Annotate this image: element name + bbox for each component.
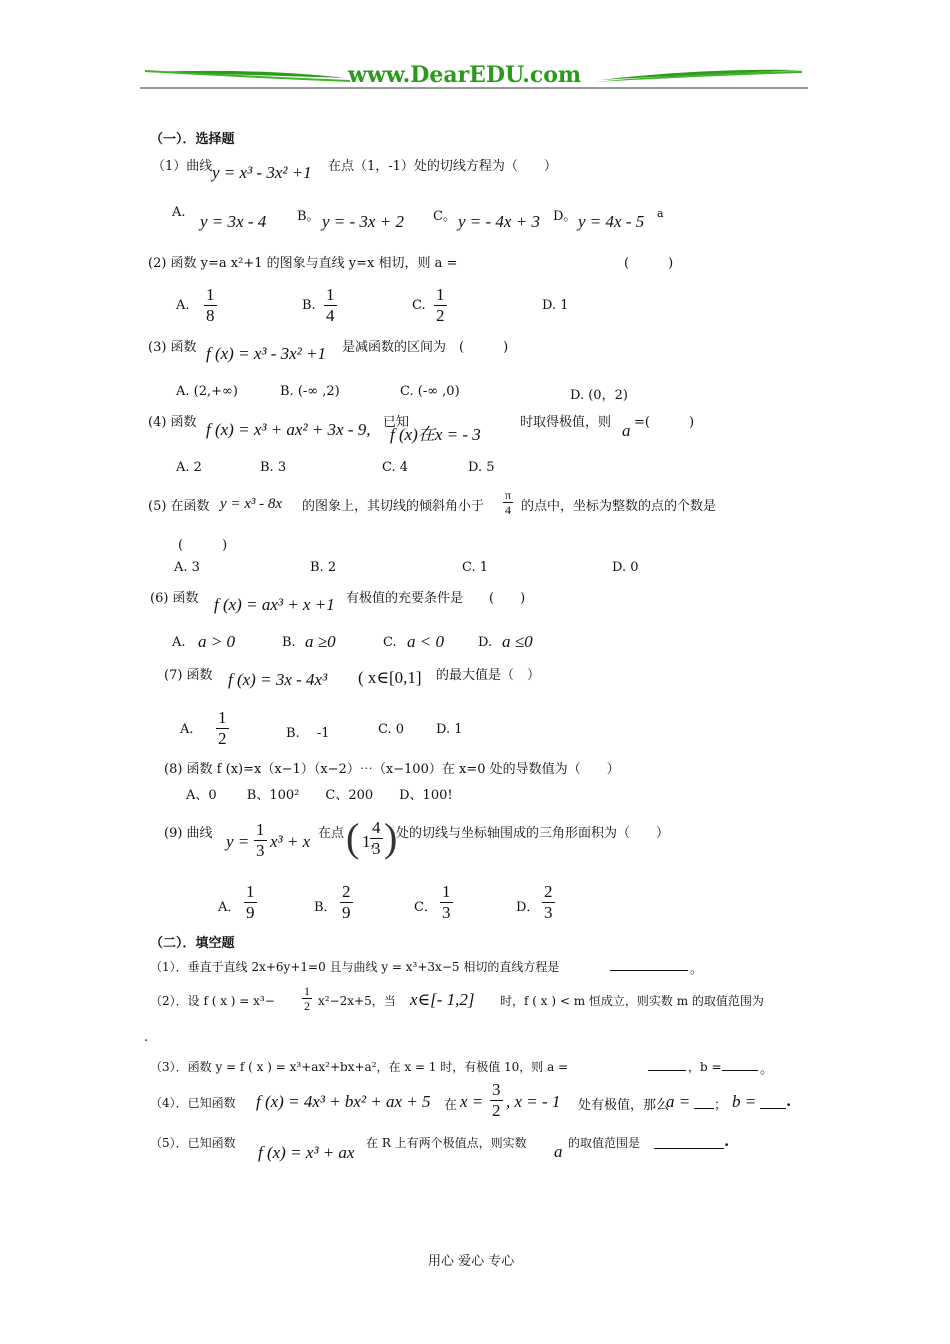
q1-option-d-label: D。 [553, 209, 577, 224]
f5-suffix2: 的取值范围是 [568, 1136, 641, 1150]
q5-mid: 的图象上，其切线的倾斜角小于 [302, 499, 485, 514]
f5-suffix: 在 R 上有两个极值点，则实数 [366, 1136, 527, 1150]
site-logo: www.DearEDU.com [348, 62, 582, 88]
q1-option-b-label: B。 [297, 209, 320, 224]
q5-equation: y = x³ - 8x [220, 496, 283, 512]
footer-text: 用心 爱心 专心 [428, 1254, 515, 1269]
f3-end: 。 [760, 1062, 774, 1077]
q3-equation: f (x) = x³ - 3x² +1 [206, 344, 326, 363]
f4-x-eq: x = [460, 1092, 484, 1111]
q7-option-a-label: A. [180, 722, 194, 737]
q9-option-a-label: A． [218, 900, 241, 915]
f2-prefix: （2）．设 f ( x ) = x³− [150, 994, 275, 1008]
q4-condition: f (x)在x = - 3 [390, 425, 481, 444]
q1-option-c-label: C。 [433, 209, 456, 224]
f3-text: （3）．函数 y = f ( x ) = x³+ax²+bx+a²，在 x = 1 时，有极值 10，则 a = [150, 1060, 569, 1074]
q9-equation-fraction: $\frac{1}{3}$ [256, 820, 265, 860]
q8-text: (8) 函数 f (x)=x（x−1）（x−2）⋯（x−100）在 x=0 处的导数值为（ ） [164, 762, 620, 777]
q5-option-b: B. 2 [310, 560, 337, 575]
q2-option-d: D. 1 [542, 298, 569, 313]
q7-equation: f (x) = 3x - 4x³ [228, 670, 328, 689]
q6-option-c: a < 0 [407, 632, 444, 651]
q3-prefix: (3) 函数 [148, 340, 197, 355]
q4-option-a: A. 2 [176, 460, 202, 475]
f1-end: 。 [690, 962, 704, 977]
q9-mid: 在点 [318, 826, 345, 841]
q7-option-d: D. 1 [436, 722, 463, 737]
q4-option-b: B. 3 [260, 460, 287, 475]
q9-option-d-label: D． [516, 900, 540, 915]
f3-mid: ，b = [688, 1060, 722, 1074]
q6-equation: f (x) = ax³ + x +1 [214, 595, 335, 614]
q6-option-b-label: B. [282, 635, 296, 650]
q2-text: (2) 函数 y=a x²+1 的图象与直线 y=x 相切，则 a = [148, 256, 458, 271]
q4-option-d: D. 5 [468, 460, 495, 475]
q4-a-var: a [622, 421, 631, 440]
q3-suffix: 是减函数的区间为 ( ) [342, 340, 509, 355]
q8-options: A、0 B、100² C、200 D、100! [186, 788, 453, 803]
f4-b-blank[interactable] [760, 1108, 786, 1109]
q9-equation-rhs: x³ + x [270, 832, 311, 851]
q2-option-a-label: A. [176, 298, 190, 313]
f3-a-blank[interactable] [648, 1070, 686, 1071]
q2-option-c-fraction: $\frac{1}{2}$ [436, 285, 445, 325]
f2-dot: . [144, 1030, 149, 1045]
q7-prefix: (7) 函数 [164, 668, 213, 683]
q9-option-c-label: C． [414, 900, 437, 915]
q6-option-b: a ≥0 [305, 632, 336, 651]
q9-option-b-label: B． [314, 900, 337, 915]
q2-option-b-label: B. [302, 298, 316, 313]
f1-answer-blank[interactable] [610, 970, 688, 971]
q5-option-a: A. 3 [174, 560, 200, 575]
q7-suffix: 的最大值是（ ） [436, 668, 541, 683]
header-banner [140, 62, 808, 92]
q5-fraction: $\frac{\pi}{4}$ [505, 488, 512, 517]
f4-a-label: a = [666, 1092, 691, 1111]
q6-prefix: (6) 函数 [150, 591, 199, 606]
q3-option-d: D. (0，2) [570, 388, 628, 403]
q4-option-c: C. 4 [382, 460, 409, 475]
f4-prefix: （4）．已知函数 [150, 1096, 236, 1110]
q1-option-a: y = 3x - 4 [200, 212, 267, 231]
f1-text: （1）．垂直于直线 2x+6y+1=0 且与曲线 y = x³+3x−5 相切的直线方程是 [150, 960, 560, 974]
q9-option-a-fraction: $\frac{1}{9}$ [246, 882, 255, 922]
f4-b-label: b = [732, 1092, 757, 1111]
f4-end: . [786, 1092, 792, 1110]
f5-end: . [724, 1132, 730, 1150]
q6-suffix: 有极值的充要条件是 ( ) [346, 591, 526, 606]
q7-domain: ( x∈[0,1] [358, 668, 422, 687]
q7-option-c: C. 0 [378, 722, 405, 737]
f2-fraction: $\frac{1}{2}$ [304, 984, 310, 1013]
q9-option-c-fraction: $\frac{1}{3}$ [442, 882, 451, 922]
q5-option-c: C. 1 [462, 560, 489, 575]
f3-b-blank[interactable] [722, 1070, 758, 1071]
section-title-fill: （二）．填空题 [150, 936, 235, 951]
q9-prefix: (9) 曲线 [164, 826, 213, 841]
q9-option-d-fraction: $\frac{2}{3}$ [544, 882, 553, 922]
q5-paren: ( ) [178, 538, 228, 553]
q4-known: 已知 [383, 415, 410, 430]
f4-x2: , x = - 1 [506, 1092, 561, 1111]
f4-mid: 在 [444, 1098, 458, 1113]
q9-option-b-fraction: $\frac{2}{9}$ [342, 882, 351, 922]
q2-option-a-fraction: $\frac{1}{8}$ [206, 285, 215, 325]
q3-option-a: A. (2,+∞) [176, 384, 238, 399]
q3-option-c: C. (-∞ ,0) [400, 384, 460, 399]
q5-prefix: (5) 在函数 [148, 499, 210, 514]
q1-equation: y = x³ - 3x² +1 [212, 163, 312, 182]
f5-prefix: （5）．已知函数 [150, 1136, 236, 1150]
f5-equation: f (x) = x³ + ax [258, 1143, 355, 1162]
f5-answer-blank[interactable] [654, 1148, 724, 1149]
f4-suffix: 处有极值，那么 [578, 1098, 670, 1113]
q9-equation-lhs: y = [226, 832, 250, 851]
f4-fraction: $\frac{3}{2}$ [492, 1080, 501, 1120]
f4-a-blank[interactable] [694, 1108, 714, 1109]
q7-option-b: B. -1 [286, 726, 330, 741]
q4-paren: =( ) [634, 415, 695, 430]
q4-suffix: 时取得极值，则 [520, 415, 612, 430]
f4-equation: f (x) = 4x³ + bx² + ax + 5 [256, 1092, 431, 1111]
q6-option-a-label: A. [172, 635, 186, 650]
f2-suffix: 时，f ( x ) < m 恒成立，则实数 m 的取值范围为 [500, 994, 764, 1008]
q1-suffix: 在点（1，-1）处的切线方程为（ ） [328, 159, 557, 174]
f2-mid: x²−2x+5，当 [318, 994, 396, 1008]
q1-option-c: y = - 4x + 3 [458, 212, 540, 231]
q5-suffix: 的点中，坐标为整数的点的个数是 [521, 499, 717, 514]
q6-option-a: a > 0 [198, 632, 235, 651]
q1-prefix: （1）曲线 [152, 159, 213, 174]
f2-interval: x∈[- 1,2] [410, 990, 475, 1009]
q9-suffix: 处的切线与坐标轴围成的三角形面积为（ ） [396, 826, 670, 841]
q1-tail: a [657, 207, 664, 220]
q2-option-b-fraction: $\frac{1}{4}$ [326, 285, 335, 325]
q6-option-c-label: C. [383, 635, 397, 650]
f5-a-var: a [554, 1142, 563, 1161]
q2-option-c-label: C. [412, 298, 426, 313]
q6-option-d-label: D. [478, 635, 493, 650]
q1-option-b: y = - 3x + 2 [322, 212, 404, 231]
q3-option-b: B. (-∞ ,2) [280, 384, 340, 399]
q5-option-d: D. 0 [612, 560, 639, 575]
q1-option-d: y = 4x - 5 [578, 212, 645, 231]
q2-paren: ( ) [624, 256, 674, 271]
q4-prefix: (4) 函数 [148, 415, 197, 430]
q7-option-a-fraction: $\frac{1}{2}$ [218, 708, 227, 748]
section-title-choice: （一）．选择题 [150, 132, 235, 147]
q1-option-a-label: A. [172, 205, 186, 220]
q4-equation: f (x) = x³ + ax² + 3x - 9, [206, 420, 371, 439]
f4-sep: ； [714, 1098, 728, 1113]
q6-option-d: a ≤0 [502, 632, 533, 651]
